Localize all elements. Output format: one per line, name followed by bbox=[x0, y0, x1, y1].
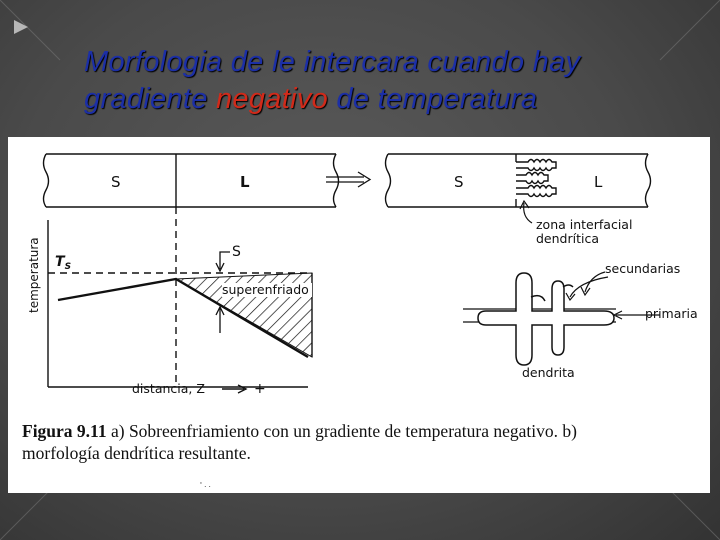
figure-panel bbox=[8, 137, 710, 493]
left-bar-solid-label: S bbox=[111, 173, 121, 191]
left-bar-liquid-label: L bbox=[240, 173, 250, 191]
transition-arrow bbox=[326, 172, 370, 187]
ts-label: $T_S$ bbox=[55, 254, 72, 272]
right-bar-solid-label: S bbox=[454, 173, 464, 191]
x-axis-arrow bbox=[222, 385, 246, 393]
supercooled-label: superenfriado bbox=[222, 282, 309, 297]
caption-figure-number: Figura 9.11 bbox=[22, 421, 107, 441]
right-bar-liquid-label: L bbox=[594, 173, 603, 191]
y-axis-label: temperatura bbox=[27, 237, 41, 313]
zone-label-line1: zona interfacial bbox=[536, 217, 633, 232]
secondary-label: secundarias bbox=[605, 261, 681, 276]
slide-title: Morfologia de le intercara cuando hay gradiente negativo de temperatura bbox=[84, 46, 581, 115]
s-marker-label: S bbox=[232, 244, 241, 260]
right-bar bbox=[386, 154, 651, 207]
left-bar bbox=[44, 154, 339, 207]
primary-label: primaria bbox=[645, 306, 698, 321]
dendrite-label: dendrita bbox=[522, 365, 575, 380]
x-axis-plus: + bbox=[254, 381, 266, 397]
bullet-arrow-icon bbox=[14, 20, 28, 34]
x-axis-label: distancia, Z bbox=[132, 381, 205, 396]
dendrite-shape bbox=[463, 273, 616, 365]
title-highlight: negativo bbox=[216, 83, 329, 115]
zone-label-line2: dendrítica bbox=[536, 231, 600, 246]
figure-caption: Figura 9.11 a) Sobreenfriamiento con un gradiente de temperatura negativo. b) morfología dendrítica resultante. bbox=[22, 421, 577, 463]
speck-marks: ' . . bbox=[200, 481, 211, 489]
